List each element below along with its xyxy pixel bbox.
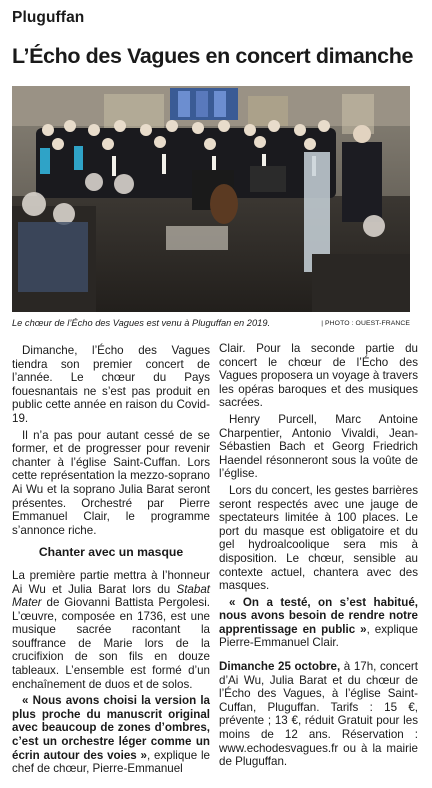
text-run: à 17h, concert d’Ai Wu, Julia Barat et du chœur de l’Écho des Vagues, à l’église Saint-Cuffan, Pluguffan. Tarifs : 15 €, prévente ; 13 €, réduit Gratuit pour les moins de 12 ans. Réservation : www.echodesvagues.fr ou à la mairie de Pluguffan.	[219, 660, 419, 769]
article-paragraph: Dimanche, l’Écho des Vagues tiendra son premier concert de l’année. Le chœur du Pays fouesnantais ne s’est pas produit en public cette année en raison du Covid-19.	[12, 344, 210, 425]
work-title: Stabat Mater	[12, 582, 210, 610]
quote: « Nous avons choisi la version la plus proche du manuscrit original avec beaucoup de zones d’ombres, c’est un orchestre léger comme un écrin autour des voies »	[12, 694, 210, 762]
event-date: Dimanche 25 octobre,	[219, 660, 341, 674]
article-paragraph	[219, 596, 418, 650]
text-run: de Giovanni Battista Pergolesi. L’œuvre, composée en 1736, est une musique sacrée racontant la souffrance de Marie lors de la crucifixion de son fils en douze tableaux. L’ensemble est formé d’un enchaînement de duos et de solos.	[12, 596, 210, 691]
text-run: La première partie mettra à l’honneur Ai Wu et Julia Barat lors du	[12, 568, 210, 596]
article-location: Pluguffan	[12, 9, 85, 26]
article-paragraph: Henry Purcell, Marc Antoine Charpentier, Antonio Vivaldi, Jean-Sébastien Bach et Georg Friedrich Haendel résonneront sous la voûte de l’église.	[219, 412, 418, 481]
text-run: , explique le chef de chœur, Pierre-Emmanuel	[12, 748, 211, 776]
photo-caption: Le chœur de l’Écho des Vagues est venu à Pluguffan en 2019.	[12, 318, 271, 328]
article-subhead: Chanter avec un masque	[38, 545, 184, 560]
event-details	[219, 660, 418, 769]
article-paragraph: Il n’a pas pour autant cessé de se former, et de progresser pour revenir chanter à l’église Saint-Cuffan. Lors cette représentation la mezzo-soprano Ai Wu et la soprano Julia Barat seront présentes. Orchestré par Pierre Emmanuel Clair, le programme s’annonce riche.	[12, 428, 210, 537]
quote: « On a testé, on s’est habitué, nous avons besoin de rendre notre apprentissage en public »	[219, 595, 418, 636]
article-photo	[12, 86, 410, 312]
text-run: , explique Pierre-Emmanuel Clair.	[219, 622, 418, 650]
article-column-left	[12, 344, 210, 779]
article-paragraph-continued: Clair. Pour la seconde partie du concert le chœur de l’Écho des Vagues proposera un voyage à travers les opéras baroques et des musiques sacrées.	[219, 342, 418, 410]
article-paragraph	[12, 694, 210, 776]
article-headline: L’Écho des Vagues en concert dimanche	[12, 44, 414, 68]
article-column-right	[219, 344, 418, 772]
article-paragraph	[12, 569, 210, 691]
photo-credit: | PHOTO : OUEST-FRANCE	[321, 320, 410, 327]
article-paragraph: Lors du concert, les gestes barrières seront respectés avec une jauge de spectateurs limitée à 100 places. Le port du masque est obligatoire et du gel hydroalcoolique sera mis à disposition. Le chœur, sensible au contexte actuel, chantera avec des masques.	[219, 483, 418, 593]
